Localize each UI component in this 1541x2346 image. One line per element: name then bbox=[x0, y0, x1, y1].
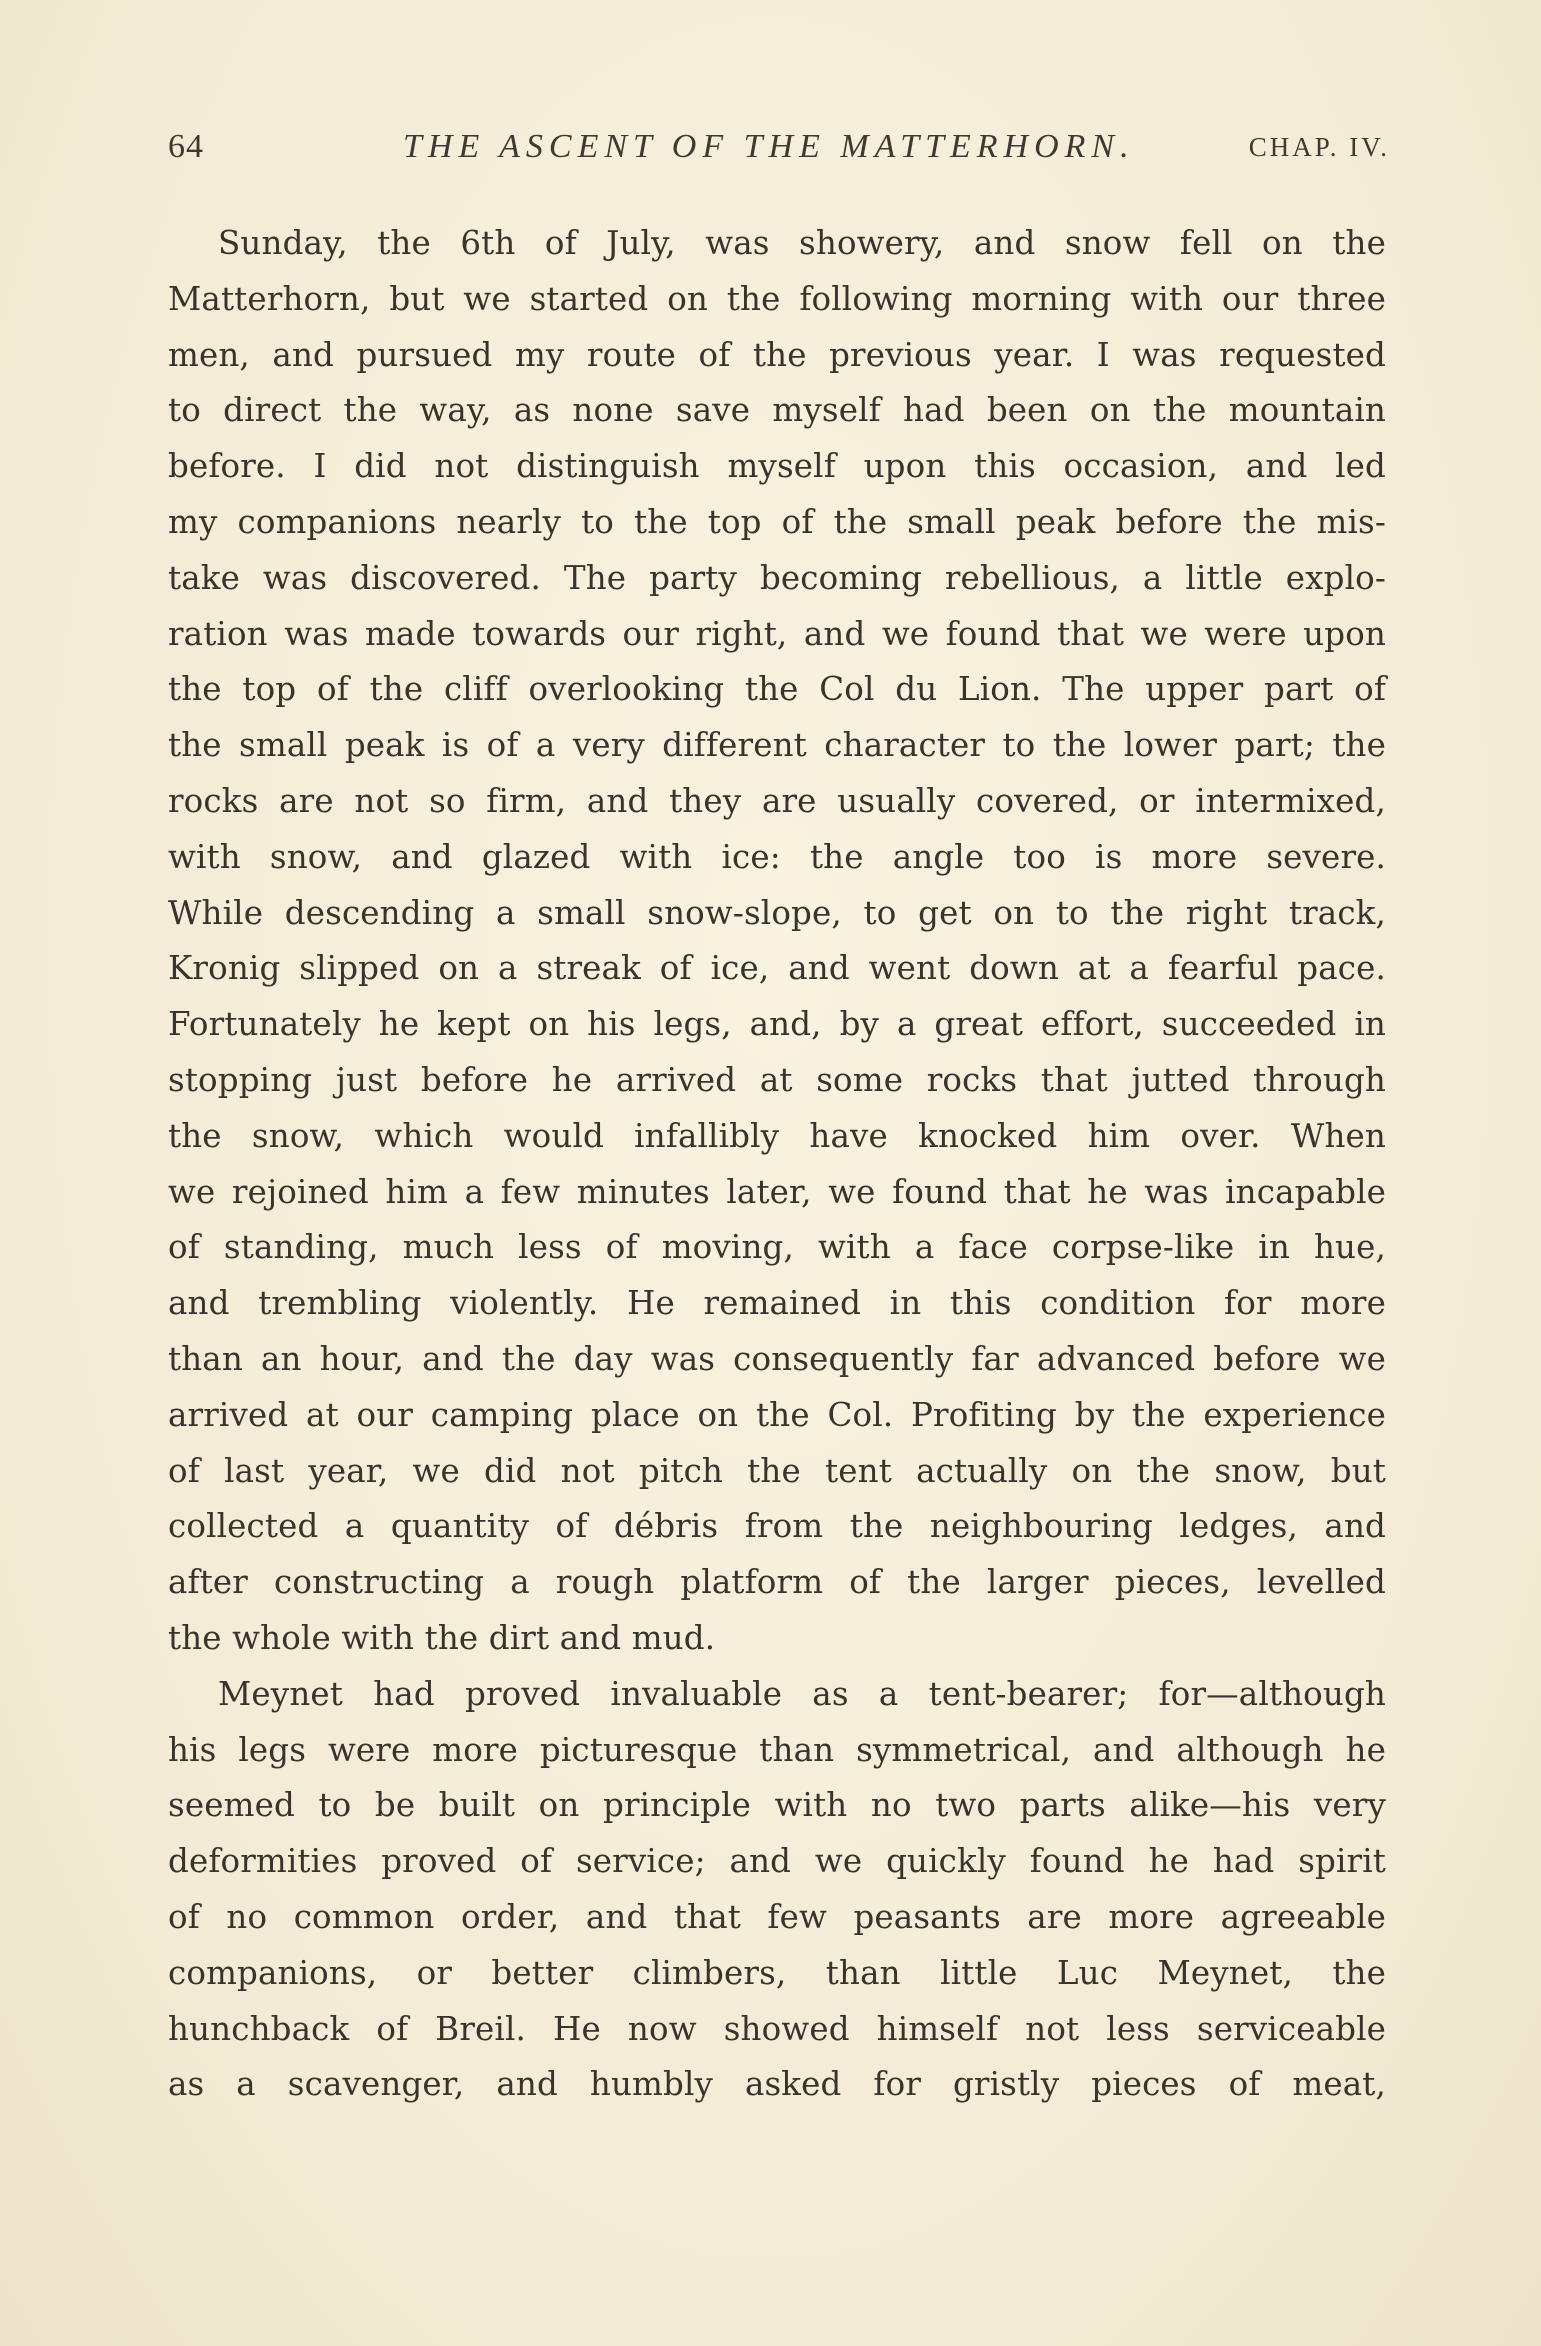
text-line: we rejoined him a few minutes later, we found that he was incapable bbox=[168, 1172, 1386, 1211]
text-line: the top of the cliff overlooking the Col du Lion. The upper part of bbox=[168, 670, 1386, 709]
paragraph-2 bbox=[168, 1667, 1386, 2113]
text-line: Sunday, the 6th of July, was showery, and snow fell on the bbox=[218, 224, 1386, 262]
text-line: as a scavenger, and humbly asked for gristly pieces of meat, bbox=[168, 2065, 1386, 2104]
text-line: before. I did not distinguish myself upon this occasion, and led bbox=[168, 447, 1386, 486]
book-title: THE ASCENT OF THE MATTERHORN. bbox=[403, 128, 1135, 165]
text-line: stopping just before he arrived at some rocks that jutted through bbox=[168, 1060, 1386, 1099]
paragraph-1 bbox=[168, 216, 1386, 1667]
text-line: to direct the way, as none save myself had been on the mountain bbox=[168, 391, 1386, 430]
text-line: deformities proved of service; and we quickly found he had spirit bbox=[168, 1842, 1386, 1881]
text-line: of standing, much less of moving, with a face corpse-like in hue, bbox=[168, 1228, 1386, 1267]
text-line: my companions nearly to the top of the small peak before the mis- bbox=[168, 502, 1386, 541]
text-line: after constructing a rough platform of the larger pieces, levelled bbox=[168, 1563, 1386, 1602]
text-line: collected a quantity of débris from the neighbouring ledges, and bbox=[168, 1507, 1386, 1546]
text-line: Fortunately he kept on his legs, and, by a great effort, succeeded in bbox=[168, 1005, 1386, 1044]
text-line: While descending a small snow-slope, to get on to the right track, bbox=[168, 893, 1386, 932]
page-number: 64 bbox=[168, 128, 204, 165]
text-line: Kronig slipped on a streak of ice, and went down at a fearful pace. bbox=[168, 949, 1386, 988]
text-line: ration was made towards our right, and we found that we were upon bbox=[168, 614, 1386, 653]
text-line: hunchback of Breil. He now showed himself not less serviceable bbox=[168, 2009, 1386, 2048]
text-line: of no common order, and that few peasants are more agreeable bbox=[168, 1897, 1386, 1936]
text-line: arrived at our camping place on the Col. Profiting by the experience bbox=[168, 1395, 1386, 1434]
chapter-reference: CHAP. IV. bbox=[1248, 132, 1390, 162]
text-line: the small peak is of a very different character to the lower part; the bbox=[168, 726, 1386, 765]
text-line: the whole with the dirt and mud. bbox=[168, 1618, 716, 1657]
text-line: the snow, which would infallibly have knocked him over. When bbox=[168, 1116, 1386, 1155]
body-text bbox=[168, 216, 1386, 2113]
text-line: and trembling violently. He remained in this condition for more bbox=[168, 1284, 1386, 1323]
running-head bbox=[168, 128, 1390, 176]
text-line: take was discovered. The party becoming rebellious, a little explo- bbox=[168, 558, 1386, 597]
text-line: Matterhorn, but we started on the following morning with our three bbox=[168, 279, 1386, 318]
text-line: than an hour, and the day was consequently far advanced before we bbox=[168, 1339, 1386, 1378]
text-line: his legs were more picturesque than symmetrical, and although he bbox=[168, 1730, 1386, 1769]
text-line: seemed to be built on principle with no two parts alike—his very bbox=[168, 1786, 1386, 1825]
text-line: with snow, and glazed with ice: the angle too is more severe. bbox=[168, 837, 1386, 876]
text-line: companions, or better climbers, than little Luc Meynet, the bbox=[168, 1953, 1386, 1992]
text-line: Meynet had proved invaluable as a tent-bearer; for—although bbox=[218, 1674, 1386, 1713]
text-line: of last year, we did not pitch the tent actually on the snow, but bbox=[168, 1451, 1386, 1490]
text-line: rocks are not so firm, and they are usually covered, or intermixed, bbox=[168, 781, 1386, 820]
text-line: men, and pursued my route of the previous year. I was requested bbox=[168, 335, 1386, 374]
